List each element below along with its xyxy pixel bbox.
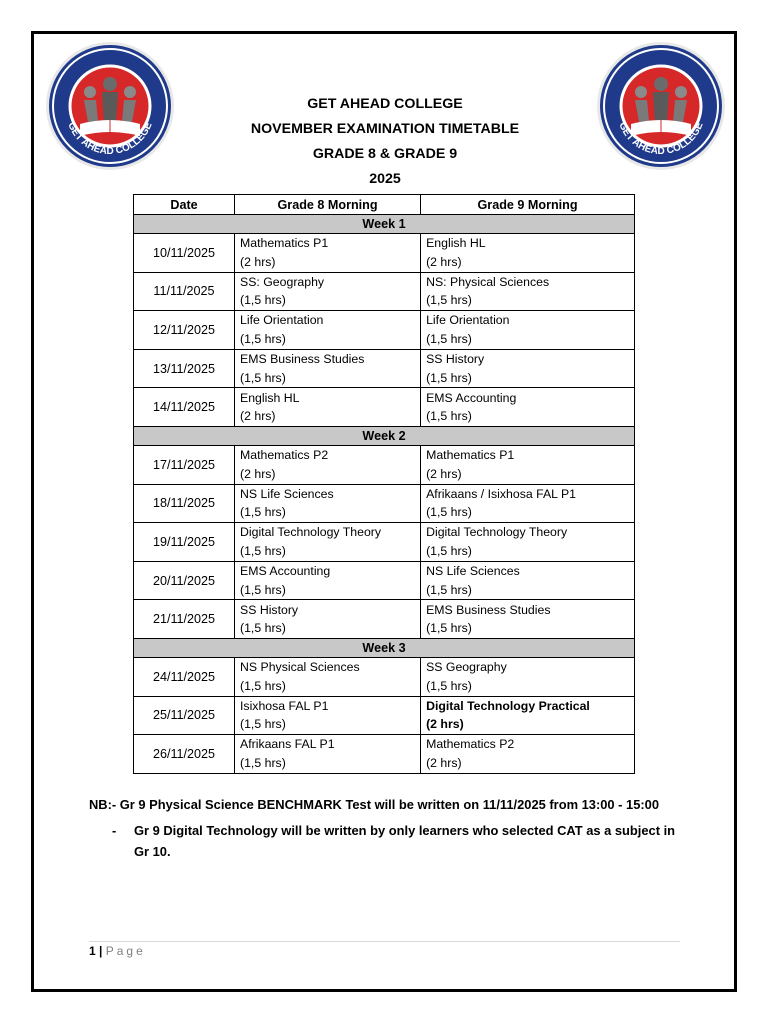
svg-text:GET AHEAD COLLEGE: GET AHEAD COLLEGE — [616, 120, 706, 158]
exam-duration: (1,5 hrs) — [240, 755, 286, 770]
grade9-exam — [421, 349, 635, 388]
exam-duration: (1,5 hrs) — [240, 293, 286, 308]
exam-duration: (2 hrs) — [240, 254, 276, 269]
grade9-exam — [421, 561, 635, 600]
exam-duration: (1,5 hrs) — [426, 370, 472, 385]
week-row — [134, 215, 635, 234]
exam-duration: (1,5 hrs) — [426, 678, 472, 693]
subject-name: Life Orientation — [240, 313, 324, 328]
exam-date: 17/11/2025 — [134, 445, 235, 484]
grade9-exam — [421, 311, 635, 350]
exam-duration: (1,5 hrs) — [240, 505, 286, 520]
grade9-exam — [421, 234, 635, 273]
document-title: NOVEMBER EXAMINATION TIMETABLE — [250, 121, 520, 137]
year-heading: 2025 — [369, 171, 401, 187]
subject-name: SS Geography — [426, 660, 507, 675]
grade8-exam — [235, 445, 421, 484]
grade8-exam — [235, 523, 421, 562]
subject-name: Life Orientation — [426, 313, 510, 328]
nb-note: NB:- Gr 9 Physical Science BENCHMARK Test will be written on 11/11/2025 from 13:00 - 15:00 — [89, 797, 660, 812]
subject-name: Afrikaans / Isixhosa FAL P1 — [426, 486, 576, 501]
exam-duration: (1,5 hrs) — [240, 543, 286, 558]
exam-date: 12/11/2025 — [134, 311, 235, 350]
subject-name: SS: Geography — [240, 274, 325, 289]
grade8-exam — [235, 735, 421, 774]
grade9-exam — [421, 600, 635, 639]
grade-heading: GRADE 8 & GRADE 9 — [312, 146, 458, 162]
svg-text:GET AHEAD COLLEGE: GET AHEAD COLLEGE — [65, 120, 155, 158]
grade9-exam — [421, 523, 635, 562]
subject-name: Digital Technology Practical — [426, 698, 590, 713]
school-logo-right — [595, 40, 727, 172]
subject-name: English HL — [240, 390, 300, 405]
exam-timetable — [133, 194, 635, 774]
footer-divider — [89, 941, 680, 942]
grade9-exam — [421, 388, 635, 427]
subject-name: SS History — [426, 351, 485, 366]
table-row — [134, 735, 635, 774]
exam-date: 25/11/2025 — [134, 696, 235, 735]
subject-name: NS Life Sciences — [426, 563, 520, 578]
page-label: Page — [105, 944, 146, 958]
grade9-exam — [421, 484, 635, 523]
subject-name: EMS Business Studies — [240, 351, 365, 366]
exam-duration: (2 hrs) — [240, 409, 276, 424]
grade9-exam — [421, 272, 635, 311]
exam-duration: (2 hrs) — [426, 717, 464, 732]
exam-duration: (1,5 hrs) — [426, 409, 472, 424]
table-row — [134, 484, 635, 523]
grade8-exam — [235, 272, 421, 311]
exam-date: 11/11/2025 — [134, 272, 235, 311]
subject-name: SS History — [240, 602, 299, 617]
exam-duration: (1,5 hrs) — [240, 678, 286, 693]
page-footer — [89, 944, 146, 958]
page-number: 1 — [89, 944, 96, 958]
grade9-exam — [421, 735, 635, 774]
subject-name: Mathematics P2 — [240, 448, 329, 463]
week-label: Week 2 — [134, 426, 635, 445]
exam-date: 26/11/2025 — [134, 735, 235, 774]
subject-name: Mathematics P1 — [240, 236, 329, 251]
subject-name: EMS Accounting — [240, 563, 331, 578]
grade8-exam — [235, 388, 421, 427]
exam-duration: (1,5 hrs) — [240, 621, 286, 636]
week-row — [134, 426, 635, 445]
exam-duration: (2 hrs) — [240, 466, 276, 481]
week-row — [134, 638, 635, 657]
subject-name: Afrikaans FAL P1 — [240, 737, 335, 752]
timetable-body — [134, 215, 635, 774]
subject-name: NS Physical Sciences — [240, 660, 360, 675]
exam-date: 14/11/2025 — [134, 388, 235, 427]
subject-name: English HL — [426, 236, 486, 251]
exam-duration: (1,5 hrs) — [240, 717, 286, 732]
exam-duration: (2 hrs) — [426, 466, 462, 481]
exam-date: 10/11/2025 — [134, 234, 235, 273]
school-logo-left — [44, 40, 176, 172]
exam-duration: (1,5 hrs) — [426, 621, 472, 636]
table-row — [134, 523, 635, 562]
exam-duration: (1,5 hrs) — [240, 582, 286, 597]
subject-name: EMS Business Studies — [426, 602, 551, 617]
exam-duration: (1,5 hrs) — [426, 543, 472, 558]
week-label: Week 3 — [134, 638, 635, 657]
exam-duration: (1,5 hrs) — [426, 582, 472, 597]
grade8-exam — [235, 311, 421, 350]
subject-name: Digital Technology Theory — [240, 525, 382, 540]
subject-name: EMS Accounting — [426, 390, 517, 405]
exam-duration: (1,5 hrs) — [426, 505, 472, 520]
table-row — [134, 311, 635, 350]
grade8-exam — [235, 600, 421, 639]
grade8-exam — [235, 561, 421, 600]
exam-duration: (2 hrs) — [426, 755, 462, 770]
table-row — [134, 388, 635, 427]
grade8-exam — [235, 696, 421, 735]
column-header-date: Date — [134, 195, 235, 215]
table-row — [134, 445, 635, 484]
subject-name: Mathematics P2 — [426, 737, 515, 752]
subject-name: Mathematics P1 — [426, 448, 515, 463]
table-row — [134, 234, 635, 273]
exam-date: 19/11/2025 — [134, 523, 235, 562]
table-row — [134, 696, 635, 735]
table-row — [134, 349, 635, 388]
table-header-row — [134, 195, 635, 215]
document-header — [180, 92, 590, 192]
subject-name: NS: Physical Sciences — [426, 274, 550, 289]
exam-duration: (1,5 hrs) — [426, 293, 472, 308]
grade9-exam — [421, 657, 635, 696]
week-label: Week 1 — [134, 215, 635, 234]
footer-separator: | — [99, 944, 103, 958]
exam-date: 21/11/2025 — [134, 600, 235, 639]
exam-date: 13/11/2025 — [134, 349, 235, 388]
grade8-exam — [235, 234, 421, 273]
table-row — [134, 272, 635, 311]
grade8-exam — [235, 484, 421, 523]
grade9-exam — [421, 445, 635, 484]
exam-date: 24/11/2025 — [134, 657, 235, 696]
exam-duration: (1,5 hrs) — [426, 331, 472, 346]
column-header-grade9: Grade 9 Morning — [421, 195, 635, 215]
table-row — [134, 600, 635, 639]
bullet-note — [112, 820, 682, 862]
table-row — [134, 657, 635, 696]
table-row — [134, 561, 635, 600]
subject-name: NS Life Sciences — [240, 486, 334, 501]
bullet-text: Gr 9 Digital Technology will be written by only learners who selected CAT as a subject in Gr 10. — [134, 823, 676, 859]
exam-duration: (1,5 hrs) — [240, 370, 286, 385]
grade8-exam — [235, 349, 421, 388]
subject-name: Isixhosa FAL P1 — [240, 698, 329, 713]
exam-date: 20/11/2025 — [134, 561, 235, 600]
subject-name: Digital Technology Theory — [426, 525, 568, 540]
grade8-exam — [235, 657, 421, 696]
exam-date: 18/11/2025 — [134, 484, 235, 523]
exam-duration: (1,5 hrs) — [240, 331, 286, 346]
column-header-grade8: Grade 8 Morning — [235, 195, 421, 215]
bullet-dash: - — [112, 823, 117, 838]
grade9-exam — [421, 696, 635, 735]
exam-duration: (2 hrs) — [426, 254, 462, 269]
school-name: GET AHEAD COLLEGE — [307, 96, 463, 112]
